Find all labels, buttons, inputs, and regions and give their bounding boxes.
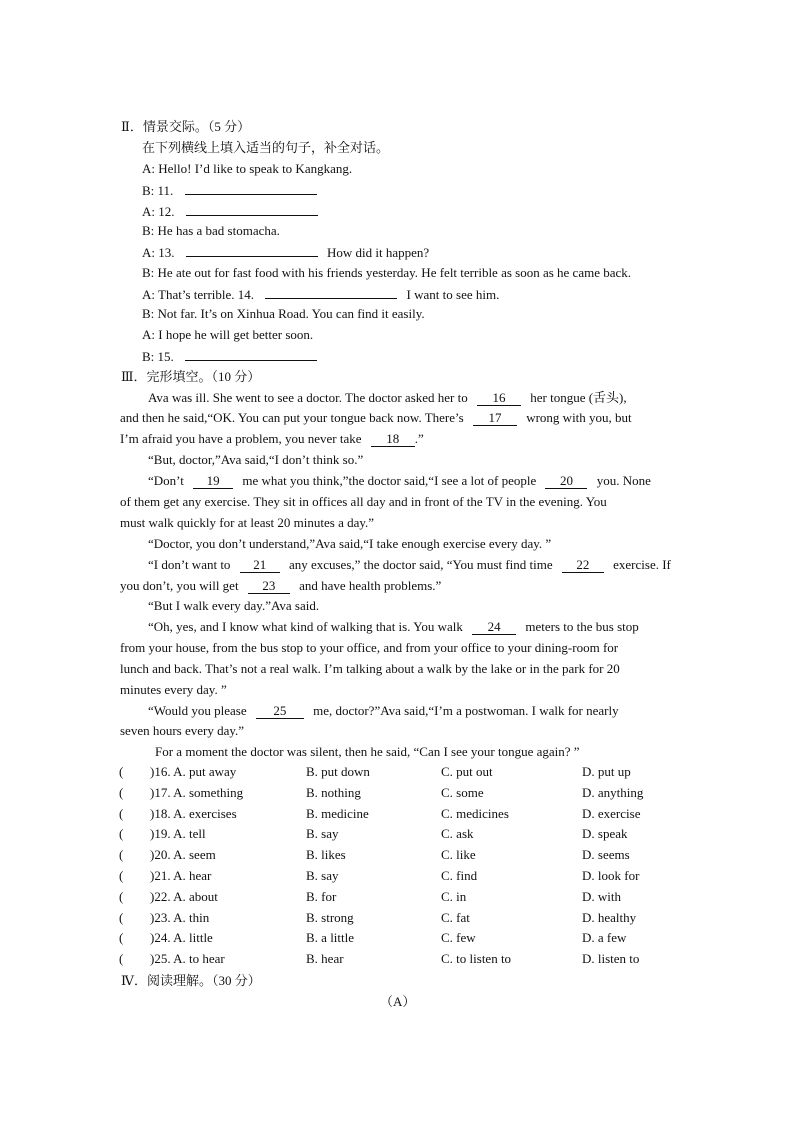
dialogue-line: [142, 202, 318, 220]
answer-paren[interactable]: (: [119, 910, 124, 925]
option-a[interactable]: )19. A. tell: [150, 826, 206, 841]
passage-line: “But, doctor,”Ava said,“I don’t think so.”: [148, 452, 364, 467]
option-d[interactable]: D. exercise: [582, 806, 641, 821]
passage-text: and then he said,“OK. You can put your tongue back now. There’s: [120, 410, 464, 425]
answer-paren[interactable]: (: [119, 889, 124, 904]
dialogue-label: A: 13.: [142, 245, 175, 260]
option-b[interactable]: B. a little: [306, 930, 355, 945]
passage-text: “Would you please: [148, 703, 247, 718]
passage-line: must walk quickly for at least 20 minutes a day.”: [120, 515, 375, 530]
passage-line: [148, 702, 619, 719]
dialogue-label: B: 15.: [142, 349, 174, 364]
dialogue-line: A: Hello! I’d like to speak to Kangkang.: [142, 161, 353, 176]
option-d[interactable]: D. seems: [582, 847, 630, 862]
answer-blank-13[interactable]: [186, 243, 318, 257]
dialogue-line: B: Not far. It’s on Xinhua Road. You can find it easily.: [142, 306, 425, 321]
dialogue-line: B: He has a bad stomacha.: [142, 223, 280, 238]
passage-line: “But I walk every day.”Ava said.: [148, 598, 320, 613]
passage-line: minutes every day. ”: [120, 682, 227, 697]
passage-text: exercise. If: [613, 557, 671, 572]
option-c[interactable]: C. put out: [441, 764, 493, 779]
dialogue-line: A: I hope he will get better soon.: [142, 327, 314, 342]
option-c[interactable]: C. some: [441, 785, 484, 800]
option-a[interactable]: )16. A. put away: [150, 764, 237, 779]
passage-line: [148, 618, 639, 635]
passage-line: [120, 409, 632, 426]
dialogue-text: I want to see him.: [406, 287, 500, 302]
option-a[interactable]: )21. A. hear: [150, 868, 212, 883]
passage-line: [148, 389, 627, 406]
answer-blank-15[interactable]: [185, 347, 317, 361]
option-d[interactable]: D. put up: [582, 764, 631, 779]
passage-text: you. None: [596, 473, 651, 488]
cloze-blank-20[interactable]: 20: [545, 474, 587, 489]
passage-line: lunch and back. That’s not a real walk. I’m talking about a walk by the lake or in the park for 20: [120, 661, 620, 676]
dialogue-line: [142, 285, 499, 303]
answer-blank-14[interactable]: [265, 285, 397, 299]
answer-paren[interactable]: (: [119, 806, 124, 821]
passage-line: For a moment the doctor was silent, then he said, “Can I see your tongue again? ”: [155, 744, 580, 759]
answer-paren[interactable]: (: [119, 826, 124, 841]
option-a[interactable]: )18. A. exercises: [150, 806, 237, 821]
answer-paren[interactable]: (: [119, 951, 124, 966]
dialogue-line: [142, 347, 317, 365]
option-d[interactable]: D. listen to: [582, 951, 640, 966]
passage-line: [148, 472, 651, 489]
passage-line: “Doctor, you don’t understand,”Ava said,“I take enough exercise every day. ”: [148, 536, 552, 551]
option-b[interactable]: B. likes: [306, 847, 346, 862]
option-a[interactable]: )25. A. to hear: [150, 951, 225, 966]
dialogue-label: B: 11.: [142, 183, 174, 198]
passage-line: from your house, from the bus stop to your office, and from your office to your dining-room for: [120, 640, 619, 655]
option-a[interactable]: )24. A. little: [150, 930, 213, 945]
passage-text: you don’t, you will get: [120, 578, 239, 593]
option-b[interactable]: B. strong: [306, 910, 354, 925]
passage-line: [120, 430, 424, 447]
dialogue-line: [142, 181, 317, 199]
passage-line: [148, 556, 671, 573]
option-a[interactable]: )22. A. about: [150, 889, 218, 904]
option-c[interactable]: C. medicines: [441, 806, 509, 821]
cloze-blank-24[interactable]: 24: [472, 620, 516, 635]
option-c[interactable]: C. fat: [441, 910, 470, 925]
passage-text: her tongue (舌头),: [530, 390, 627, 405]
passage-text: wrong with you, but: [526, 410, 632, 425]
passage-text: “Don’t: [148, 473, 184, 488]
cloze-blank-23[interactable]: 23: [248, 579, 290, 594]
option-c[interactable]: C. ask: [441, 826, 474, 841]
option-b[interactable]: B. medicine: [306, 806, 369, 821]
passage-text: me what you think,”the doctor said,“I see a lot of people: [242, 473, 537, 488]
dialogue-text: How did it happen?: [327, 245, 430, 260]
section-4-heading: Ⅳ．阅读理解。（30 分）: [121, 973, 261, 988]
option-d[interactable]: D. a few: [582, 930, 627, 945]
option-b[interactable]: B. say: [306, 826, 339, 841]
option-c[interactable]: C. in: [441, 889, 467, 904]
passage-text: any excuses,” the doctor said, “You must find time: [288, 557, 553, 572]
passage-text: .”: [414, 431, 424, 446]
passage-text: me, doctor?”Ava said,“I’m a postwoman. I walk for nearly: [313, 703, 619, 718]
passage-text: Ava was ill. She went to see a doctor. The doctor asked her to: [148, 390, 468, 405]
section-4-subheading: （A）: [380, 994, 416, 1009]
option-c[interactable]: C. few: [441, 930, 476, 945]
section-2-heading: Ⅱ．情景交际。（5 分）: [121, 119, 251, 134]
answer-blank-12[interactable]: [186, 202, 318, 216]
option-d[interactable]: D. look for: [582, 868, 640, 883]
option-a[interactable]: )23. A. thin: [150, 910, 210, 925]
cloze-blank-19[interactable]: 19: [193, 474, 233, 489]
section-2-instruction: 在下列横线上填入适当的句子，补全对话。: [142, 140, 390, 155]
dialogue-label: A: That’s terrible. 14.: [142, 287, 255, 302]
option-b[interactable]: B. hear: [306, 951, 344, 966]
option-c[interactable]: C. like: [441, 847, 476, 862]
answer-paren[interactable]: (: [119, 847, 124, 862]
option-d[interactable]: D. healthy: [582, 910, 637, 925]
passage-line: [120, 577, 441, 594]
option-b[interactable]: B. put down: [306, 764, 370, 779]
answer-paren[interactable]: (: [119, 785, 124, 800]
cloze-blank-16[interactable]: 16: [477, 391, 521, 406]
cloze-blank-21[interactable]: 21: [240, 558, 280, 573]
option-b[interactable]: B. for: [306, 889, 337, 904]
option-a[interactable]: )20. A. seem: [150, 847, 216, 862]
option-b[interactable]: B. nothing: [306, 785, 361, 800]
option-c[interactable]: C. find: [441, 868, 478, 883]
cloze-blank-18[interactable]: 18: [371, 432, 415, 447]
passage-text: I’m afraid you have a problem, you never take: [120, 431, 362, 446]
passage-text: “I don’t want to: [148, 557, 231, 572]
dialogue-line: B: He ate out for fast food with his friends yesterday. He felt terrible as soon as he came back.: [142, 265, 632, 280]
passage-text: meters to the bus stop: [525, 619, 639, 634]
option-d[interactable]: D. speak: [582, 826, 628, 841]
cloze-blank-25[interactable]: 25: [256, 704, 304, 719]
option-a[interactable]: )17. A. something: [150, 785, 244, 800]
option-d[interactable]: D. with: [582, 889, 621, 904]
answer-paren[interactable]: (: [119, 868, 124, 883]
passage-text: “Oh, yes, and I know what kind of walking that is. You walk: [148, 619, 463, 634]
passage-text: and have health problems.”: [299, 578, 442, 593]
answer-paren[interactable]: (: [119, 764, 124, 779]
dialogue-label: A: 12.: [142, 204, 175, 219]
option-c[interactable]: C. to listen to: [441, 951, 512, 966]
answer-paren[interactable]: (: [119, 930, 124, 945]
passage-line: of them get any exercise. They sit in offices all day and in front of the TV in the evening. You: [120, 494, 607, 509]
cloze-blank-17[interactable]: 17: [473, 411, 517, 426]
cloze-blank-22[interactable]: 22: [562, 558, 604, 573]
option-d[interactable]: D. anything: [582, 785, 644, 800]
dialogue-line: [142, 243, 429, 261]
option-b[interactable]: B. say: [306, 868, 339, 883]
answer-blank-11[interactable]: [185, 181, 317, 195]
section-3-heading: Ⅲ．完形填空。（10 分）: [121, 369, 261, 384]
passage-line: seven hours every day.”: [120, 723, 245, 738]
